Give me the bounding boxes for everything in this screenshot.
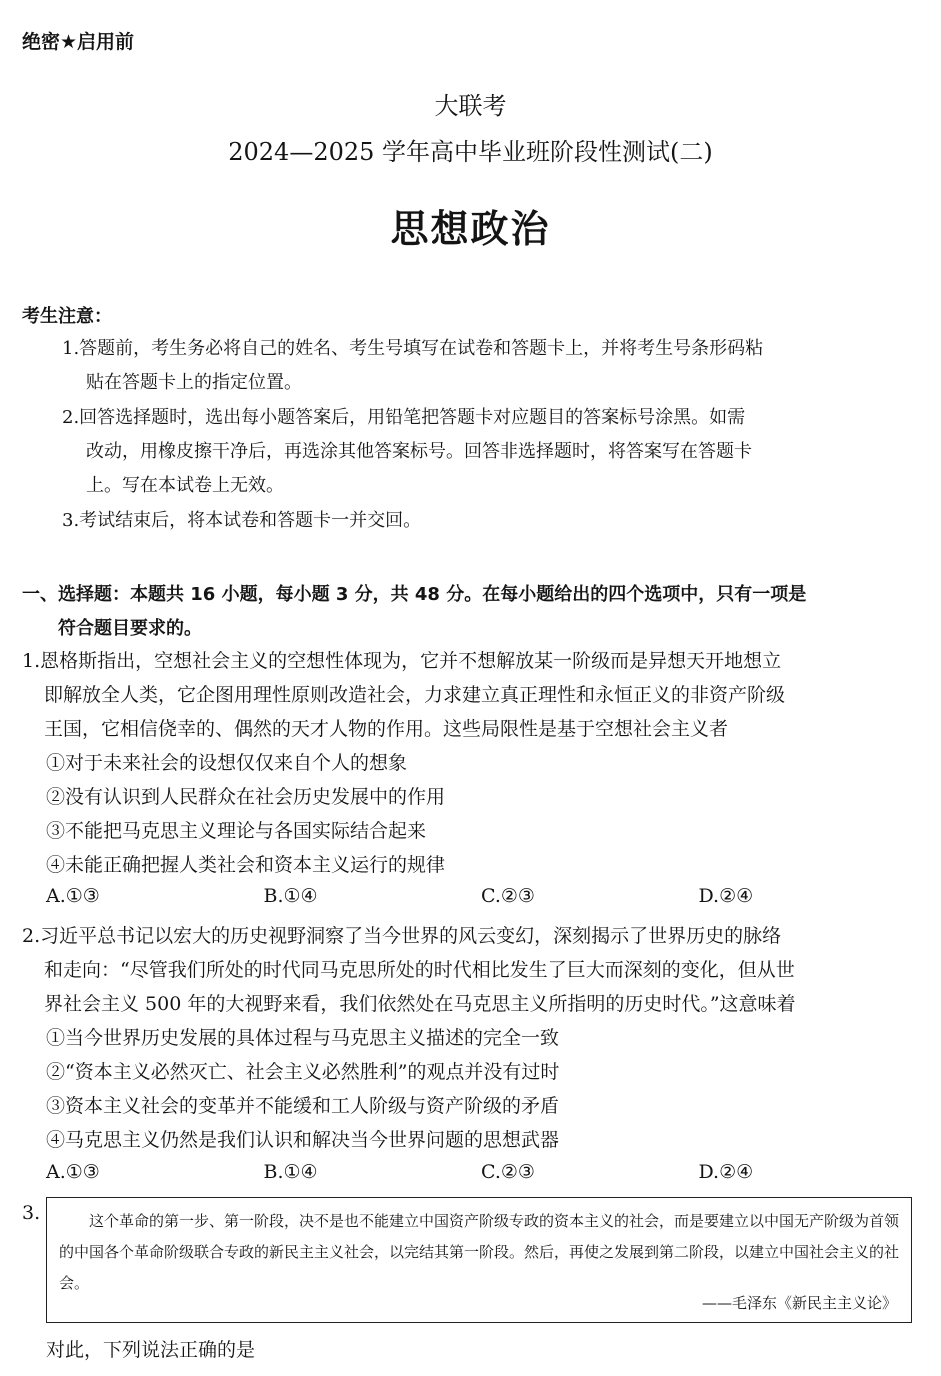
- q2-option-4: ④马克思主义仍然是我们认识和解决当今世界问题的思想武器: [46, 1129, 560, 1151]
- notice-item-1-line-2: 贴在答题卡上的指定位置。: [86, 372, 302, 393]
- q1-option-3: ③不能把马克思主义理论与各国实际结合起来: [46, 820, 427, 842]
- q1-choice-d: D.②④: [698, 885, 754, 907]
- question-2-stem: [22, 919, 927, 1021]
- q2-choice-c: C.②③: [481, 1161, 535, 1183]
- q2-option-3: ③资本主义社会的变革并不能缓和工人阶级与资产阶级的矛盾: [46, 1095, 560, 1117]
- q2-choice-a: A.①③: [46, 1161, 100, 1183]
- notice-item-2: [62, 401, 922, 503]
- q1-line: 即解放全人类，它企图用理性原则改造社会，力求建立真正理性和永恒正义的非资产阶级: [44, 684, 786, 706]
- confidential-label: 绝密★启用前: [22, 31, 135, 53]
- q2-option-1: ①当今世界历史发展的具体过程与马克思主义描述的完全一致: [46, 1027, 560, 1049]
- q1-choice-c: C.②③: [481, 885, 535, 907]
- notice-item-3: [62, 504, 922, 538]
- q1-option-4: ④未能正确把握人类社会和资本主义运行的规律: [46, 854, 446, 876]
- q1-line: 1.恩格斯指出，空想社会主义的空想性体现为，它并不想解放某一阶级而是异想天开地想立: [22, 650, 782, 672]
- notice-item-1: [62, 332, 922, 400]
- subject-title: 思想政治: [390, 207, 551, 251]
- q1-option-1: ①对于未来社会的设想仅仅来自个人的想象: [46, 752, 408, 774]
- q1-choices: [46, 885, 916, 907]
- q2-line: 界社会主义 500 年的大视野来看，我们依然处在马克思主义所指明的历史时代。”这意味着: [44, 993, 796, 1015]
- q2-choice-b: B.①④: [263, 1161, 318, 1183]
- q2-choice-d: D.②④: [698, 1161, 754, 1183]
- notice-item-1-line-1: 1.答题前，考生务必将自己的姓名、考生号填写在试卷和答题卡上，并将考生号条形码粘: [62, 338, 764, 359]
- notice-item-2-line-2: 改动，用橡皮擦干净后，再选涂其他答案标号。回答非选择题时，将答案写在答题卡: [86, 441, 752, 462]
- q1-option-2: ②没有认识到人民群众在社会历史发展中的作用: [46, 786, 446, 808]
- notice-item-2-line-3: 上。写在本试卷上无效。: [86, 475, 284, 496]
- q2-option-2: ②“资本主义必然灭亡、社会主义必然胜利”的观点并没有过时: [46, 1061, 560, 1083]
- q1-choice-b: B.①④: [263, 885, 318, 907]
- q3-number: 3.: [22, 1202, 41, 1224]
- section-heading-line-1: 一、选择题：本题共 16 小题，每小题 3 分，共 48 分。在每小题给出的四个选项中，只有一项是: [22, 584, 807, 605]
- q3-stem: 对此，下列说法正确的是: [46, 1339, 256, 1361]
- q1-line: 王国，它相信侥幸的、偶然的天才人物的作用。这些局限性是基于空想社会主义者: [44, 718, 729, 740]
- q2-line: 和走向：“尽管我们所处的时代同马克思所处的时代相比发生了巨大而深刻的变化，但从世: [44, 959, 795, 981]
- notice-item-3-line-1: 3.考试结束后，将本试卷和答题卡一并交回。: [62, 510, 422, 531]
- exam-subtitle: 2024—2025 学年高中毕业班阶段性测试(二): [228, 138, 713, 166]
- exam-union-title: 大联考: [434, 92, 507, 120]
- q3-quote-source: ——毛泽东《新民主主义论》: [701, 1294, 897, 1312]
- question-1-stem: [22, 644, 927, 746]
- notice-heading: 考生注意：: [22, 306, 112, 327]
- q1-choice-a: A.①③: [46, 885, 100, 907]
- q2-line: 2.习近平总书记以宏大的历史视野洞察了当今世界的风云变幻，深刻揭示了世界历史的脉络: [22, 925, 782, 947]
- q3-quote-box: [46, 1197, 912, 1323]
- section-heading: [22, 578, 927, 646]
- q2-choices: [46, 1161, 916, 1183]
- q3-quote-text: 这个革命的第一步、第一阶段，决不是也不能建立中国资产阶级专政的资本主义的社会，而是要建立以中国无产阶级为首领的中国各个革命阶级联合专政的新民主主义社会，以完结其第一阶段。然后，再使之发展到第二阶段，以建立中国社会主义的社会。: [59, 1212, 900, 1292]
- section-heading-line-2: 符合题目要求的。: [58, 618, 202, 639]
- notice-item-2-line-1: 2.回答选择题时，选出每小题答案后，用铅笔把答题卡对应题目的答案标号涂黑。如需: [62, 407, 746, 428]
